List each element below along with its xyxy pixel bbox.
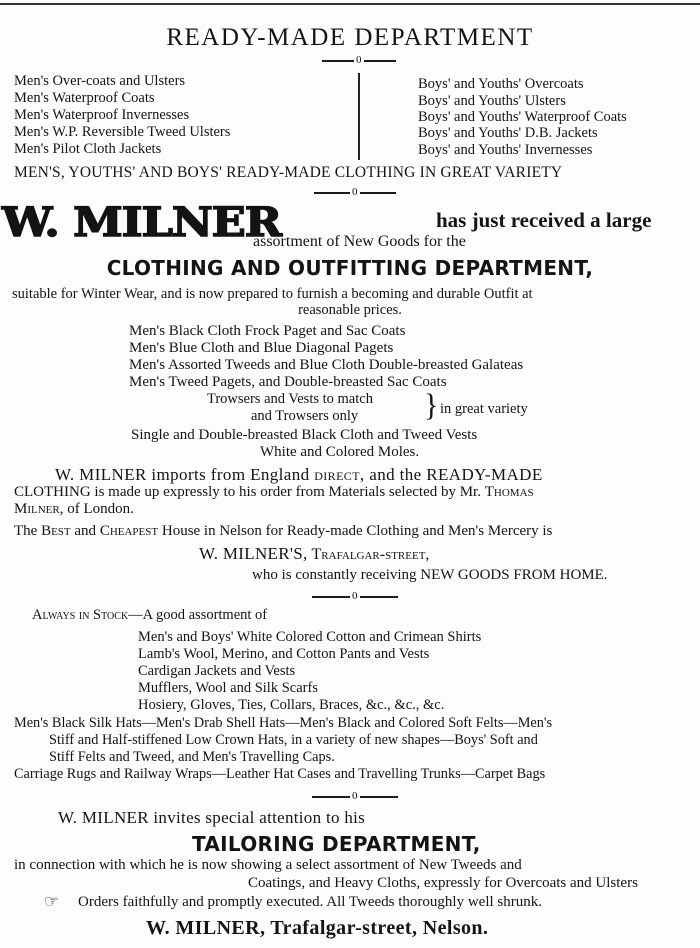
announcement-line2: assortment of New Goods for the [253, 233, 466, 250]
pointing-hand-icon: ☞ [44, 892, 60, 911]
list-item: Men's Assorted Tweeds and Blue Cloth Double-breasted Galateas [129, 357, 524, 373]
list-item: Lamb's Wool, Merino, and Cotton Pants and Vests [138, 646, 430, 662]
ornament-divider: 0 [314, 187, 396, 198]
announcement-line4: reasonable prices. [298, 302, 402, 318]
stock-intro: Always in Stock—A good assortment of [32, 607, 268, 623]
list-item: Men's W.P. Reversible Tweed Ulsters [14, 124, 231, 140]
ornament-divider: 0 [312, 791, 398, 802]
list-item: Hosiery, Gloves, Ties, Collars, Braces, &c., &c., &c. [138, 697, 445, 713]
tailoring-line1: in connection with which he is now showing a select assortment of New Tweeds and [14, 857, 522, 873]
milner-big-logo: W. MILNER [2, 199, 281, 246]
curly-brace: } [424, 388, 439, 423]
announcement-line3: suitable for Winter Wear, and is now prepared to furnish a becoming and durable Outfit at [12, 286, 533, 302]
variety-line: MEN'S, YOUTHS' AND BOYS' READY-MADE CLOTHING IN GREAT VARIETY [14, 164, 563, 181]
best-cheapest-line: The Best and Cheapest House in Nelson for Ready-made Clothing and Men's Mercery is [14, 523, 553, 539]
brace-line1: Trowsers and Vests to match [207, 391, 373, 407]
list-item: Men's Over-coats and Ulsters [14, 73, 186, 89]
imports-line1: W. MILNER imports from England direct, and the READY-MADE [55, 465, 543, 484]
brace-line2: and Trowsers only [251, 408, 359, 424]
tailoring-line2: Coatings, and Heavy Cloths, expressly for Overcoats and Ulsters [248, 875, 638, 891]
list-item: Cardigan Jackets and Vests [138, 663, 296, 679]
imports-line2: CLOTHING is made up expressly to his order from Materials selected by Mr. Thomas [14, 484, 534, 500]
imports-line3: Milner, of London. [14, 501, 134, 517]
list-item: Men's Waterproof Invernesses [14, 107, 190, 123]
tailoring-intro: W. MILNER invites special attention to his [58, 808, 366, 827]
hats-line2: Stiff and Half-stiffened Low Crown Hats, in a variety of new shapes—Boys' Soft and [49, 732, 538, 748]
tailoring-department-title: TAILORING DEPARTMENT, [192, 832, 481, 856]
brace-note: in great variety [440, 401, 528, 417]
list-item: Boys' and Youths' Waterproof Coats [418, 109, 627, 125]
single-double-line: Single and Double-breasted Black Cloth and Tweed Vests [131, 427, 478, 443]
ready-made-title: READY-MADE DEPARTMENT [166, 24, 534, 51]
list-item: Boys' and Youths' D.B. Jackets [418, 125, 598, 141]
clothing-department-title: CLOTHING AND OUTFITTING DEPARTMENT, [106, 256, 594, 280]
list-item: Men's Blue Cloth and Blue Diagonal Pagets [129, 340, 394, 356]
hats-line1: Men's Black Silk Hats—Men's Drab Shell Hats—Men's Black and Colored Soft Felts—Men's [14, 715, 553, 731]
list-item: Men's Black Cloth Frock Paget and Sac Coats [129, 323, 406, 339]
rugs-line: Carriage Rugs and Railway Wraps—Leather Hat Cases and Travelling Trunks—Carpet Bags [14, 766, 546, 782]
hats-line3: Stiff Felts and Tweed, and Men's Travelling Caps. [49, 749, 335, 765]
moles-line: White and Colored Moles. [260, 444, 420, 460]
signature-line: W. MILNER, Trafalgar-street, Nelson. [146, 917, 489, 939]
list-item: Boys' and Youths' Overcoats [418, 76, 584, 92]
list-item: Boys' and Youths' Invernesses [418, 142, 593, 158]
list-item: Men's Pilot Cloth Jackets [14, 141, 162, 157]
new-goods-line: who is constantly receiving NEW GOODS FROM HOME. [252, 567, 608, 583]
ornament-divider: 0 [322, 55, 396, 66]
announcement-line1: has just received a large [436, 208, 652, 232]
milners-address-line: W. MILNER'S, Trafalgar-street, [199, 544, 430, 563]
list-item: Men's Waterproof Coats [14, 90, 155, 106]
top-border [0, 3, 700, 5]
list-item: Men's and Boys' White Colored Cotton and Crimean Shirts [138, 629, 482, 645]
list-item: Boys' and Youths' Ulsters [418, 93, 566, 109]
column-divider [358, 73, 360, 160]
ornament-divider: 0 [312, 591, 398, 602]
list-item: Mufflers, Wool and Silk Scarfs [138, 680, 318, 696]
tailoring-line3: Orders faithfully and promptly executed. All Tweeds thoroughly well shrunk. [78, 894, 542, 910]
list-item: Men's Tweed Pagets, and Double-breasted Sac Coats [129, 374, 447, 390]
